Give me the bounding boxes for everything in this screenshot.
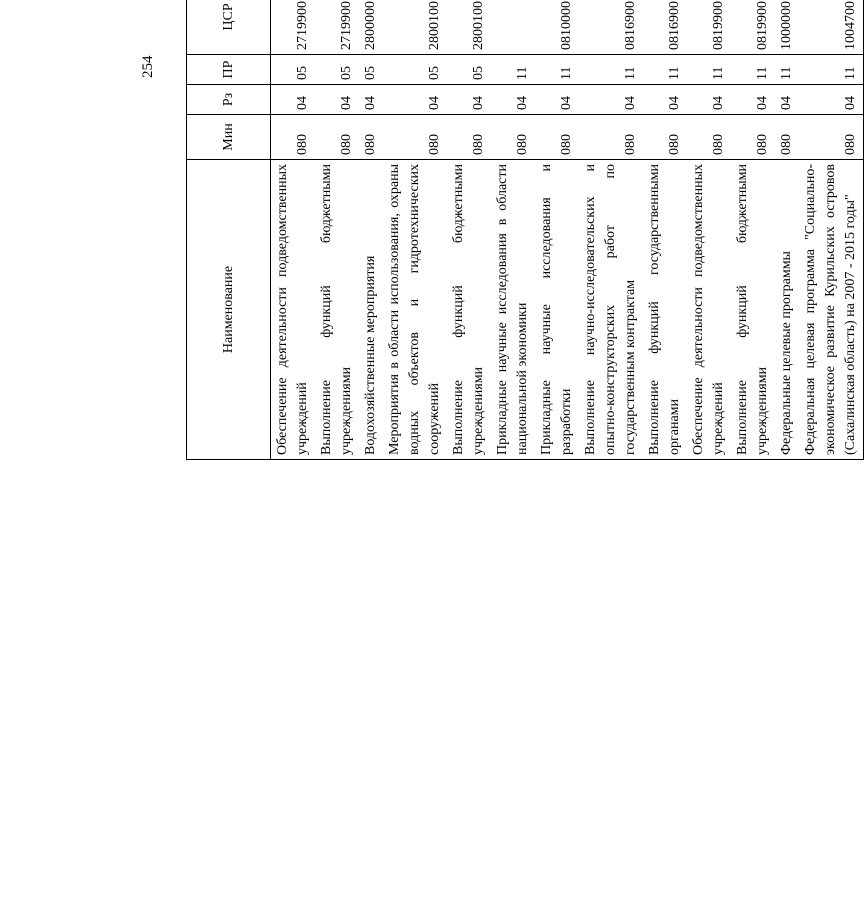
row-min: 080 — [643, 115, 687, 160]
row-rz: 04 — [383, 85, 447, 115]
row-csr: 2719900 — [315, 0, 359, 55]
row-rz: 04 — [359, 85, 383, 115]
row-min: 080 — [447, 115, 491, 160]
header-csr: ЦСР — [187, 0, 271, 55]
table-header — [187, 0, 271, 460]
row-name: Мероприятия в области использования, охраны водных объектов и гидротехнических сооружений — [383, 160, 447, 460]
row-rz: 04 — [315, 85, 359, 115]
row-name: Федеральные целевые программы — [775, 160, 799, 460]
row-csr: 0816900 — [579, 0, 643, 55]
row-min: 080 — [271, 115, 316, 160]
rotated-page — [106, 0, 858, 460]
row-pr: 05 — [315, 55, 359, 85]
row-rz: 04 — [775, 85, 799, 115]
row-name: Прикладные научные исследования в области национальной экономики — [491, 160, 535, 460]
header-pr: ПР — [187, 55, 271, 85]
row-rz: 04 — [271, 85, 316, 115]
row-pr: 05 — [383, 55, 447, 85]
row-csr: 2800100 — [447, 0, 491, 55]
row-rz: 04 — [731, 85, 775, 115]
row-name: Выполнение функций бюджетными учреждениями — [447, 160, 491, 460]
row-rz: 04 — [579, 85, 643, 115]
row-min: 080 — [687, 115, 731, 160]
row-csr: 0810000 — [535, 0, 579, 55]
row-name: Обеспечение деятельности подведомственных учреждений — [687, 160, 731, 460]
row-name: Выполнение функций бюджетными учреждениями — [315, 160, 359, 460]
table-row — [643, 0, 687, 460]
row-csr: 2800100 — [383, 0, 447, 55]
row-min: 080 — [579, 115, 643, 160]
row-rz: 04 — [643, 85, 687, 115]
table-row — [315, 0, 359, 460]
row-pr: 11 — [579, 55, 643, 85]
row-min: 080 — [383, 115, 447, 160]
table-row — [579, 0, 643, 460]
row-rz: 04 — [447, 85, 491, 115]
row-csr: 0816900 — [643, 0, 687, 55]
row-pr: 11 — [643, 55, 687, 85]
table-body — [271, 0, 864, 460]
header-rz: Рз — [187, 85, 271, 115]
row-name: Выполнение функций государственными органами — [643, 160, 687, 460]
row-pr: 05 — [271, 55, 316, 85]
row-pr: 11 — [535, 55, 579, 85]
row-min: 080 — [359, 115, 383, 160]
table-row — [535, 0, 579, 460]
row-pr: 11 — [775, 55, 799, 85]
page-number: 254 — [140, 55, 156, 78]
row-pr: 11 — [799, 55, 864, 85]
table-row — [799, 0, 864, 460]
row-name: Выполнение функций бюджетными учреждениями — [731, 160, 775, 460]
table-row — [447, 0, 491, 460]
table-row — [383, 0, 447, 460]
row-min: 080 — [799, 115, 864, 160]
row-pr: 05 — [447, 55, 491, 85]
row-rz: 04 — [491, 85, 535, 115]
table-row — [775, 0, 799, 460]
row-name: Прикладные научные исследования и разработки — [535, 160, 579, 460]
row-name: Водохозяйственные мероприятия — [359, 160, 383, 460]
header-name: Наименование — [187, 160, 271, 460]
row-min: 080 — [491, 115, 535, 160]
row-csr: 1004700 — [799, 0, 864, 55]
row-pr: 11 — [687, 55, 731, 85]
row-pr: 11 — [731, 55, 775, 85]
row-csr: 1000000 — [775, 0, 799, 55]
row-csr: 0819900 — [731, 0, 775, 55]
row-pr: 11 — [491, 55, 535, 85]
table-row — [491, 0, 535, 460]
row-csr: 2800000 — [359, 0, 383, 55]
row-name: Выполнение научно-исследовательских и опытно-конструкторских работ по государственным контрактам — [579, 160, 643, 460]
row-min: 080 — [535, 115, 579, 160]
row-pr: 05 — [359, 55, 383, 85]
table-row — [687, 0, 731, 460]
row-min: 080 — [775, 115, 799, 160]
row-rz: 04 — [687, 85, 731, 115]
header-min: Мин — [187, 115, 271, 160]
row-name: Федеральная целевая программа "Социально-экономическое развитие Курильских островов (Сахалинская область) на 2007 - 2015 годы" — [799, 160, 864, 460]
row-min: 080 — [315, 115, 359, 160]
table-row — [359, 0, 383, 460]
row-csr: 0819900 — [687, 0, 731, 55]
table-row — [271, 0, 316, 460]
budget-table — [186, 0, 864, 460]
table-row — [731, 0, 775, 460]
row-rz: 04 — [799, 85, 864, 115]
row-csr: 2719900 — [271, 0, 316, 55]
row-min: 080 — [731, 115, 775, 160]
row-csr — [491, 0, 535, 55]
row-name: Обеспечение деятельности подведомственных учреждений — [271, 160, 316, 460]
row-rz: 04 — [535, 85, 579, 115]
